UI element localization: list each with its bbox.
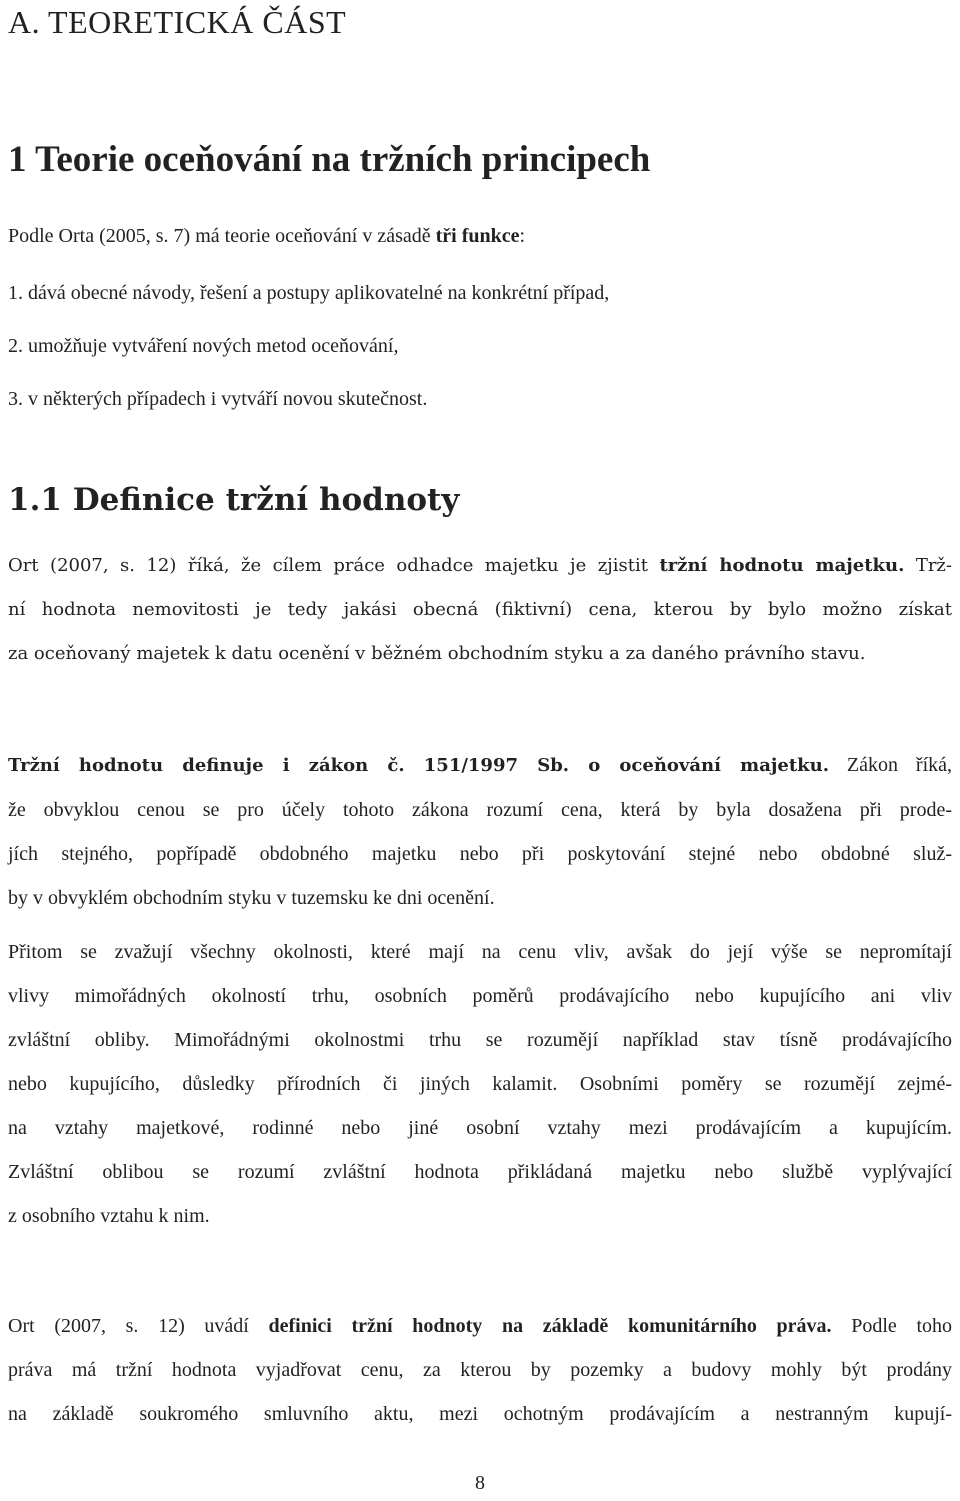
paragraph-line: ní hodnota nemovitosti je tedy jakási obecná (fiktivní) cena, kterou by bylo možno získat <box>8 599 952 620</box>
bold-term: definici tržní hodnoty na základě komunitárního práva. <box>268 1315 832 1337</box>
paragraph-line: Zvláštní oblibou se rozumí zvláštní hodnota přikládaná majetku nebo službě vyplývající <box>8 1161 952 1183</box>
paragraph-line: na vztahy majetkové, rodinné nebo jiné osobní vztahy mezi prodávajícím a kupujícím. <box>8 1117 952 1139</box>
paragraph-community-law <box>8 1304 952 1436</box>
bold-term: tržní hodnotu majetku. <box>659 555 905 576</box>
intro-colon: : <box>519 225 526 247</box>
list-item: 1. dává obecné návody, řešení a postupy aplikovatelné na konkrétní případ, <box>8 282 610 304</box>
paragraph-line: že obvyklou cenou se pro účely tohoto zákona rozumí cena, která by byla dosažena při prode- <box>8 799 952 821</box>
page-number: 8 <box>475 1472 485 1494</box>
list-item: 2. umožňuje vytváření nových metod oceňování, <box>8 335 399 357</box>
function-list <box>8 271 956 421</box>
paragraph-line: Přitom se zvažují všechny okolnosti, které mají na cenu vliv, avšak do její výše se nepromítají <box>8 941 952 963</box>
intro-bold: tři funkce <box>435 225 520 247</box>
paragraph-line: by v obvyklém obchodním styku v tuzemsku ke dni ocenění. <box>8 887 495 909</box>
paragraph-circumstances <box>8 930 952 1238</box>
paragraph-line: Tržní hodnotu definuje i zákon č. 151/1997 Sb. o oceňování majetku. Zákon říká, <box>8 754 953 776</box>
paragraph-line: jích stejného, popřípadě obdobného majetku nebo při poskytování stejné nebo obdobné služ- <box>8 843 952 865</box>
paragraph-line: práva má tržní hodnota vyjadřovat cenu, za kterou by pozemky a budovy mohly být prodány <box>8 1359 952 1381</box>
paragraph-line: Ort (2007, s. 12) uvádí definici tržní hodnoty na základě komunitárního práva. Podle toho <box>8 1315 953 1337</box>
bold-term: Tržní hodnotu definuje i zákon č. 151/1997 Sb. o oceňování majetku. <box>8 755 829 776</box>
paragraph-line: nebo kupujícího, důsledky přírodních či jiných kalamit. Osobními poměry se rozumějí zejmé- <box>8 1073 952 1095</box>
paragraph-law <box>8 743 952 920</box>
subsection-title: 1.1 Definice tržní hodnoty <box>8 482 460 518</box>
chapter-title: 1 Teorie oceňování na tržních principech <box>8 139 651 180</box>
intro-text: Podle Orta (2005, s. 7) má teorie oceňování v zásadě <box>8 225 436 247</box>
paragraph-definition <box>8 544 952 676</box>
intro-paragraph <box>8 214 956 258</box>
paragraph-line: na základě soukromého smluvního aktu, mezi ochotným prodávajícím a nestranným kupují- <box>8 1403 952 1425</box>
paragraph-line: vlivy mimořádných okolností trhu, osobních poměrů prodávajícího nebo kupujícího ani vliv <box>8 985 952 1007</box>
paragraph-line: zvláštní obliby. Mimořádnými okolnostmi trhu se rozumějí například stav tísně prodávajícího <box>8 1029 952 1051</box>
paragraph-line: Ort (2007, s. 12) říká, že cílem práce odhadce majetku je zjistit tržní hodnotu majetku. Trž- <box>8 555 953 576</box>
section-heading: A. TEORETICKÁ ČÁST <box>8 4 347 40</box>
list-item: 3. v některých případech i vytváří novou skutečnost. <box>8 388 428 410</box>
paragraph-line: z osobního vztahu k nim. <box>8 1205 210 1227</box>
paragraph-line: za oceňovaný majetek k datu ocenění v běžném obchodním styku a za daného právního stavu. <box>8 643 866 664</box>
